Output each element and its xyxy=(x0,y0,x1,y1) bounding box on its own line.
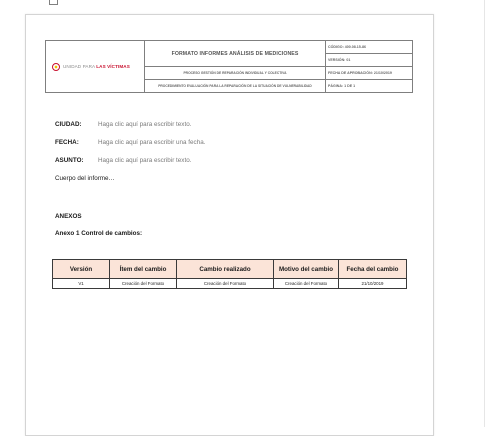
header-table xyxy=(45,40,413,93)
table-cell[interactable]: Creación del Formato xyxy=(274,279,339,289)
code-label: CÓDIGO: 400.08.15-86 xyxy=(328,45,366,49)
table-row xyxy=(53,279,407,289)
annexes-heading: ANEXOS xyxy=(55,213,82,220)
change-log-header-row xyxy=(53,260,407,279)
column-header: Fecha del cambio xyxy=(339,260,407,279)
date-input[interactable]: Haga clic aquí para escribir una fecha. xyxy=(98,139,206,146)
city-input[interactable]: Haga clic aquí para escribir texto. xyxy=(98,121,192,128)
date-label: FECHA: xyxy=(55,139,79,146)
page-checkbox[interactable] xyxy=(49,0,58,5)
logo-prefix: UNIDAD PARA xyxy=(63,64,97,69)
logo xyxy=(46,41,144,92)
subject-input[interactable]: Haga clic aquí para escribir texto. xyxy=(98,157,192,164)
vertical-scrollbar[interactable] xyxy=(484,0,497,427)
column-header: Versión xyxy=(53,260,110,279)
column-header: Cambio realizado xyxy=(177,260,274,279)
logo-emphasis: LAS VÍCTIMAS xyxy=(96,64,130,69)
document-page xyxy=(25,14,434,436)
column-header: Ítem del cambio xyxy=(110,260,177,279)
seal-icon xyxy=(52,63,60,71)
version-label: VERSIÓN: 01 xyxy=(328,58,351,62)
approval-date-label: FECHA DE APROBACIÓN: 21/10/2019 xyxy=(328,71,392,75)
logo-cell xyxy=(46,41,145,92)
process-name: PROCESO GESTIÓN DE REPARACIÓN INDIVIDUAL Y COLECTIVA xyxy=(183,71,287,75)
table-cell[interactable]: 21/10/2019 xyxy=(339,279,407,289)
table-cell[interactable]: Creación del Formato xyxy=(177,279,274,289)
subject-label: ASUNTO: xyxy=(55,157,84,164)
page-label: PÁGINA: 1 DE 1 xyxy=(328,84,356,88)
change-log-table xyxy=(52,259,407,289)
format-title: FORMATO INFORMES ANÁLISIS DE MEDICIONES xyxy=(171,50,299,57)
annex-1-heading: Anexo 1 Control de cambios: xyxy=(55,230,143,237)
table-cell[interactable]: V1 xyxy=(53,279,110,289)
table-cell[interactable]: Creación del Formato xyxy=(110,279,177,289)
column-header: Motivo del cambio xyxy=(274,260,339,279)
city-label: CIUDAD: xyxy=(55,121,82,128)
procedure-name: PROCEDIMIENTO EVALUACIÓN PARA LA REPARACIÓN DE LA SITUACIÓN DE VULNERABILIDAD xyxy=(158,84,312,88)
report-body[interactable]: Cuerpo del informe… xyxy=(55,175,115,182)
